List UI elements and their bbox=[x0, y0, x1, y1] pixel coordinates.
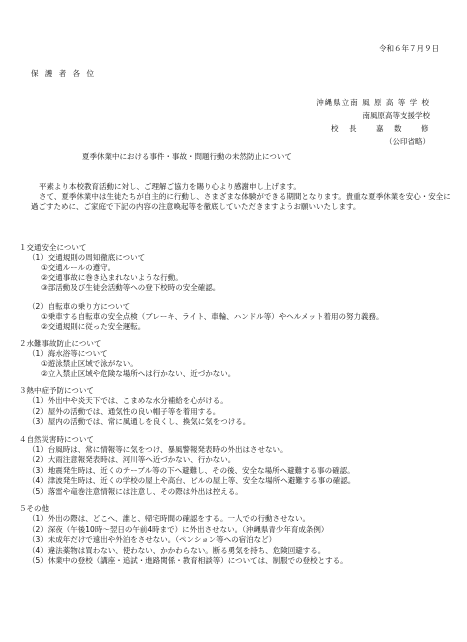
intro-paragraphs bbox=[31, 182, 451, 211]
list-item: （1）外出の際は、どこへ、誰と、帰宅時間の確認をする。一人での行動させない。 bbox=[28, 514, 310, 523]
document-date: 令和６年７月９日 bbox=[379, 44, 439, 53]
sender-principal: 校 長 嘉 数 修 bbox=[331, 124, 430, 133]
intro-paragraph: 平素より本校教育活動に対し、ご理解ご協力を賜り心より感謝申し上げます。 bbox=[39, 182, 301, 191]
section-title: ３熱中症予防について bbox=[19, 386, 94, 395]
section-natural-disaster bbox=[19, 435, 459, 498]
list-item: （1）台風時は、常に情報等に気をつけ、暴風警報発表時の外出はさせない。 bbox=[28, 444, 288, 454]
list-item: （5）落雷や竜巻注意情報には注意し、その際は外出は控える。 bbox=[28, 486, 243, 496]
list-item: ③部活動及び生徒会活動等への登下校時の安全確認。 bbox=[41, 283, 221, 292]
list-item: （2）大雨注意報発表時は、河川等へ近づかない、行かない。 bbox=[28, 455, 236, 464]
list-item: ①遊泳禁止区域で泳がない。 bbox=[41, 359, 138, 368]
section-title: ４自然災害時について bbox=[19, 434, 94, 444]
section-title: ２水難事故防止について bbox=[19, 339, 102, 348]
list-item: ①交通ルールの遵守。 bbox=[41, 263, 116, 272]
list-item: （4）津波発生時は、近くの学校の屋上や高台、ビルの屋上等、安全な場所へ避難する事の確認。 bbox=[28, 476, 356, 485]
section-title: １交通安全について bbox=[19, 243, 87, 252]
subsection bbox=[19, 302, 459, 332]
sender-school-2: 南風原高等支援学校 bbox=[362, 111, 430, 120]
section-other bbox=[19, 504, 459, 567]
list-item: ②交通規則に従った安全運転。 bbox=[41, 322, 146, 331]
section-water-accident bbox=[19, 339, 459, 379]
subsection-title: （1）海水浴等について bbox=[28, 349, 108, 358]
addressee: 保 護 者 各 位 bbox=[31, 69, 97, 78]
list-item: （2）屋外の活動では、通気性の良い帽子等を着用する。 bbox=[28, 406, 221, 416]
notice-sections bbox=[19, 243, 459, 574]
section-heatstroke bbox=[19, 386, 459, 428]
sender-school-1: 沖縄県立南 風 原 高 等 学 校 bbox=[316, 98, 430, 107]
subsection-title: （2）自転車の乗り方について bbox=[28, 302, 131, 311]
list-item: （3）未成年だけで遠出や外泊をさせない。（ペンション等への宿泊など） bbox=[28, 535, 277, 544]
list-item: （3）地震発生時は、近くのテーブル等の下へ避難し、その後、安全な場所へ避難する事の確認。 bbox=[28, 465, 355, 475]
list-item: （5）休業中の登校（講座・追試・進路関係・教育相談等）については、制服での登校とする。 bbox=[28, 556, 348, 565]
list-item: （4）違法薬物は買わない、使わない、かかわらない。断る勇気を持ち、危険回避する。 bbox=[28, 545, 326, 555]
list-item: （1）外出中や炎天下では、こまめな水分補給を心がける。 bbox=[28, 396, 228, 405]
list-item: ①乗車する自転車の安全点検（ブレーキ、ライト、車輪、ハンドル等）やヘルメット着用の努力義務。 bbox=[41, 312, 384, 321]
list-item: （3）屋内の活動では、常に風通しを良くし、換気に気をつける。 bbox=[28, 417, 251, 426]
subsection bbox=[19, 253, 459, 293]
intro-paragraph: さて、夏季休業中は生徒たちが自主的に行動し、さまざまな体験ができる期間となります。貴重な夏季休業を安心・安全に過ごすために、ご家庭で下記の内容の注意喚起等を徹底していただきますようお願いいたします。 bbox=[31, 191, 451, 211]
subsection bbox=[19, 349, 459, 379]
list-item: （2）深夜（午後10時〜翌日の午前4時まで）に外出させない。（沖縄県青少年育成条例） bbox=[28, 524, 329, 534]
document-title: 夏季休業中における事件・事故・問題行動の未然防止について bbox=[82, 152, 292, 161]
section-title: ５その他 bbox=[19, 504, 49, 513]
subsection-title: （1）交通規則の周知徹底について bbox=[28, 253, 146, 262]
section-traffic-safety bbox=[19, 243, 459, 332]
list-item: ②立入禁止区域や危険な場所へは行かない、近づかない。 bbox=[41, 369, 236, 378]
sender-seal-note: （公印省略） bbox=[385, 137, 430, 146]
list-item: ②交通事故に巻き込まれないような行動。 bbox=[41, 273, 183, 282]
